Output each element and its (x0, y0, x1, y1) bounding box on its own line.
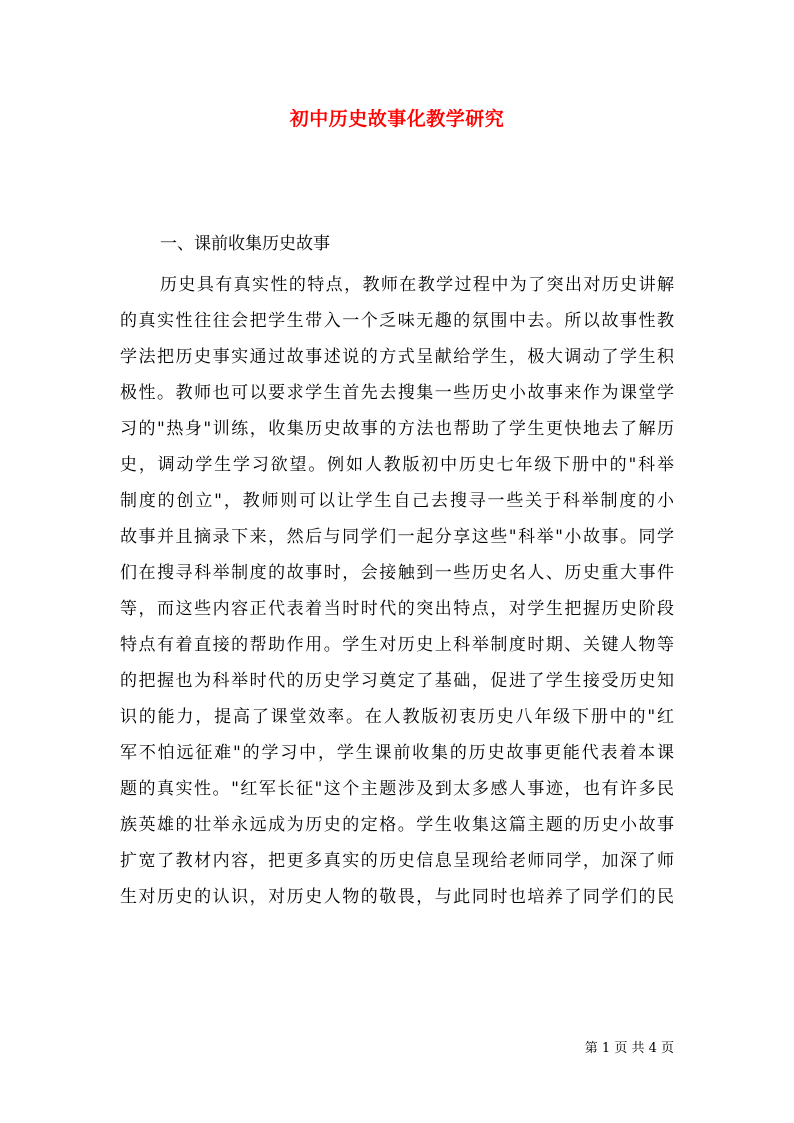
paragraph-line: 扩宽了教材内容，把更多真实的历史信息呈现给老师同学，加深了师 (120, 851, 674, 871)
document-title: 初中历史故事化教学研究 (289, 108, 505, 130)
paragraph-line: 制度的创立"，教师则可以让学生自己去搜寻一些关于科举制度的小 (120, 491, 674, 511)
paragraph-line: 史，调动学生学习欲望。例如人教版初中历史七年级下册中的"科举 (120, 455, 674, 475)
paragraph-line: 军不怕远征难"的学习中，学生课前收集的历史故事更能代表着本课 (120, 743, 674, 763)
section-heading: 一、课前收集历史故事 (160, 234, 330, 254)
body-paragraph (120, 267, 674, 915)
paragraph-line: 特点有着直接的帮助作用。学生对历史上科举制度时期、关键人物等 (120, 635, 674, 655)
paragraph-line: 等，而这些内容正代表着当时时代的突出特点，对学生把握历史阶段 (120, 599, 674, 619)
paragraph-line: 习的"热身"训练，收集历史故事的方法也帮助了学生更快地去了解历 (120, 419, 674, 439)
page-number: 第 1 页 共 4 页 (584, 1041, 674, 1056)
paragraph-line: 的把握也为科举时代的历史学习奠定了基础，促进了学生接受历史知 (120, 671, 674, 691)
paragraph-line: 学法把历史事实通过故事述说的方式呈献给学生，极大调动了学生积 (120, 347, 674, 367)
paragraph-line: 识的能力，提高了课堂效率。在人教版初衷历史八年级下册中的"红 (120, 707, 674, 727)
paragraph-line: 的真实性往往会把学生带入一个乏味无趣的氛围中去。所以故事性教 (120, 311, 674, 331)
paragraph-line: 题的真实性。"红军长征"这个主题涉及到太多感人事迹，也有许多民 (120, 779, 674, 799)
paragraph-line: 历史具有真实性的特点，教师在教学过程中为了突出对历史讲解 (160, 275, 674, 295)
paragraph-line: 生对历史的认识，对历史人物的敬畏，与此同时也培养了同学们的民 (120, 887, 674, 907)
paragraph-line: 极性。教师也可以要求学生首先去搜集一些历史小故事来作为课堂学 (120, 383, 674, 403)
paragraph-line: 故事并且摘录下来，然后与同学们一起分享这些"科举"小故事。同学 (120, 527, 674, 547)
paragraph-line: 们在搜寻科举制度的故事时，会接触到一些历史名人、历史重大事件 (120, 563, 674, 583)
paragraph-line: 族英雄的壮举永远成为历史的定格。学生收集这篇主题的历史小故事 (120, 815, 674, 835)
